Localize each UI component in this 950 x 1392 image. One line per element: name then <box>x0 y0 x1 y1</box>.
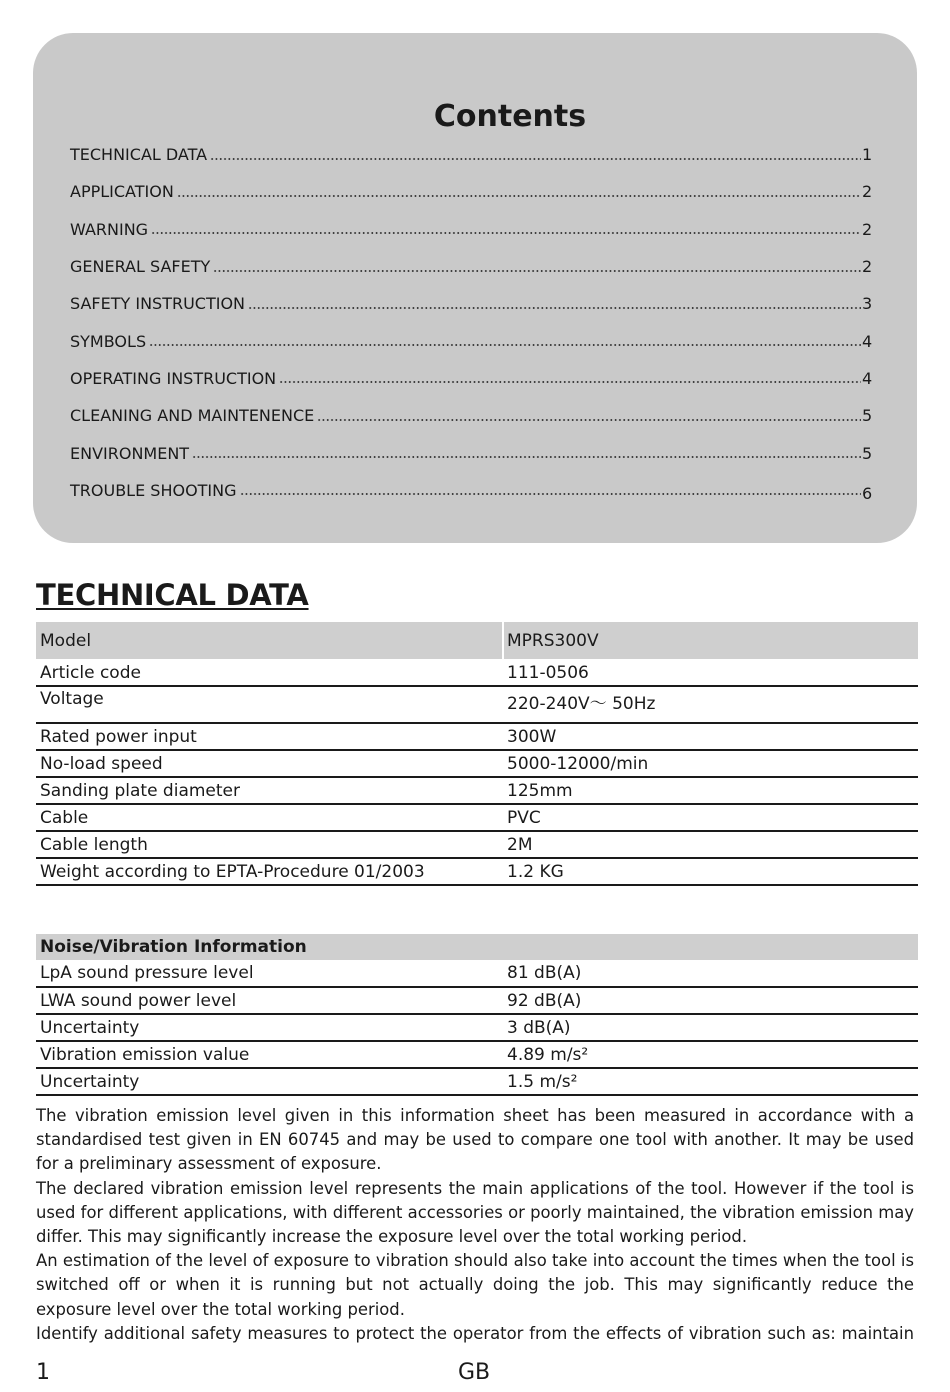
toc-item[interactable] <box>70 211 874 248</box>
row-value: PVC <box>507 807 541 828</box>
row-label: Uncertainty <box>40 1017 140 1038</box>
paragraph: An estimation of the level of exposure to vibration should also take into account the times when the tool is switched off or when it is running but not actually doing the job. This may significantly reduce the exposure level over the total working period. <box>36 1251 914 1319</box>
table-header-row <box>36 622 918 659</box>
table-row <box>36 1042 918 1069</box>
contents-panel <box>33 33 917 543</box>
row-label: Rated power input <box>40 726 197 747</box>
row-label: Vibration emission value <box>40 1044 250 1065</box>
toc-item[interactable] <box>70 173 874 210</box>
toc-item-label: SAFETY INSTRUCTION <box>70 294 246 314</box>
table-row <box>36 778 918 805</box>
toc-leader-dots <box>279 370 861 386</box>
row-label: LWA sound power level <box>40 990 237 1011</box>
column-divider <box>502 1015 504 1040</box>
model-label: Model <box>40 630 92 651</box>
table-row <box>36 1015 918 1042</box>
toc-leader-dots <box>317 408 861 424</box>
row-label: Uncertainty <box>40 1071 140 1092</box>
toc-leader-dots <box>210 147 861 163</box>
toc-item[interactable] <box>70 434 874 471</box>
toc-item-label: OPERATING INSTRUCTION <box>70 368 277 388</box>
toc-leader-dots <box>213 259 861 275</box>
column-divider <box>502 960 504 986</box>
toc-item-label: CLEANING AND MAINTENENCE <box>70 406 315 426</box>
toc-item[interactable] <box>70 248 874 285</box>
row-value: 81 dB(A) <box>507 963 582 983</box>
toc-item[interactable] <box>70 322 874 359</box>
toc-leader-dots <box>248 296 861 312</box>
column-divider <box>502 805 504 830</box>
column-divider <box>502 1042 504 1067</box>
row-label: Cable <box>40 807 89 828</box>
row-value: 4.89 m/s² <box>507 1044 589 1065</box>
toc-item-label: SYMBOLS <box>70 331 147 351</box>
toc-leader-dots <box>177 184 861 200</box>
column-divider <box>502 1069 504 1094</box>
row-label: Cable length <box>40 834 148 855</box>
table-row <box>36 1069 918 1096</box>
table-row <box>36 751 918 778</box>
table-row <box>36 960 918 988</box>
column-divider <box>502 751 504 776</box>
toc-item[interactable] <box>70 136 874 173</box>
technical-data-heading: TECHNICAL DATA <box>36 578 309 612</box>
toc-list <box>70 136 874 509</box>
row-value: 92 dB(A) <box>507 990 582 1011</box>
toc-item-page: 4 <box>862 331 873 351</box>
column-divider <box>502 622 504 659</box>
toc-item-page: 2 <box>862 219 873 239</box>
toc-leader-dots <box>192 445 861 461</box>
row-value: 3 dB(A) <box>507 1017 571 1038</box>
row-label: Voltage <box>40 689 104 709</box>
row-value: 1.5 m/s² <box>507 1071 578 1092</box>
row-value: 125mm <box>507 780 573 801</box>
toc-item-label: APPLICATION <box>70 182 174 202</box>
row-value: 1.2 KG <box>507 861 564 882</box>
column-divider <box>502 659 504 685</box>
row-label: Article code <box>40 663 141 683</box>
toc-item-page: 5 <box>862 443 873 463</box>
toc-item[interactable] <box>70 472 874 509</box>
row-value: 5000-12000/min <box>507 753 649 774</box>
table-row <box>36 859 918 886</box>
page-number: 1 <box>36 1360 50 1385</box>
toc-item-page: 5 <box>862 406 873 426</box>
table-row <box>36 724 918 751</box>
toc-item[interactable] <box>70 397 874 434</box>
table-row <box>36 988 918 1015</box>
toc-leader-dots <box>151 221 861 237</box>
toc-item-label: TROUBLE SHOOTING <box>70 480 237 500</box>
technical-data-table <box>36 622 918 886</box>
table-row <box>36 659 918 687</box>
paragraph: Identify additional safety measures to protect the operator from the effects of vibration such as: maintain <box>36 1323 914 1343</box>
column-divider <box>502 724 504 749</box>
toc-item-page: 4 <box>862 368 873 388</box>
toc-item-label: ENVIRONMENT <box>70 443 190 463</box>
row-label: Weight according to EPTA-Procedure 01/2003 <box>40 861 425 882</box>
row-value: 2M <box>507 834 533 855</box>
toc-leader-dots <box>240 482 861 498</box>
noise-header-label: Noise/Vibration Information <box>40 937 307 957</box>
language-code: GB <box>458 1360 491 1385</box>
column-divider <box>502 988 504 1013</box>
toc-item[interactable] <box>70 285 874 322</box>
model-value: MPRS300V <box>507 630 599 651</box>
row-value: 300W <box>507 726 557 747</box>
noise-vibration-table <box>36 934 918 1096</box>
paragraph: The declared vibration emission level represents the main applications of the tool. However if the tool is used for different applications, with different accessories or poorly maintained, the vibration emission may differ. This may significantly increase the exposure level over the total working period. <box>36 1178 914 1247</box>
table-row <box>36 687 918 724</box>
row-value: 111-0506 <box>507 663 589 683</box>
contents-title: Contents <box>433 99 587 134</box>
toc-leader-dots <box>149 333 861 349</box>
row-label: No-load speed <box>40 753 163 774</box>
vibration-info-text <box>36 1104 914 1346</box>
table-row <box>36 832 918 859</box>
column-divider <box>502 832 504 857</box>
toc-item-label: TECHNICAL DATA <box>70 145 208 165</box>
column-divider <box>502 859 504 884</box>
toc-item-page: 2 <box>862 182 873 202</box>
toc-item-page: 3 <box>862 294 873 314</box>
column-divider <box>502 687 504 722</box>
table-header-row <box>36 934 918 960</box>
table-row <box>36 805 918 832</box>
toc-item-page: 2 <box>862 257 873 277</box>
toc-item[interactable] <box>70 360 874 397</box>
paragraph: The vibration emission level given in this information sheet has been measured in accordance with a standardised test given in EN 60745 and may be used to compare one tool with another. It may be used for a preliminary assessment of exposure. <box>36 1106 914 1174</box>
row-label: LpA sound pressure level <box>40 963 254 983</box>
toc-item-label: WARNING <box>70 219 149 239</box>
column-divider <box>502 778 504 803</box>
row-label: Sanding plate diameter <box>40 780 240 801</box>
toc-item-label: GENERAL SAFETY <box>70 257 211 277</box>
toc-item-page: 6 <box>862 483 873 503</box>
toc-item-page: 1 <box>862 145 873 165</box>
row-value: 220-240V～ 50Hz <box>507 694 656 714</box>
